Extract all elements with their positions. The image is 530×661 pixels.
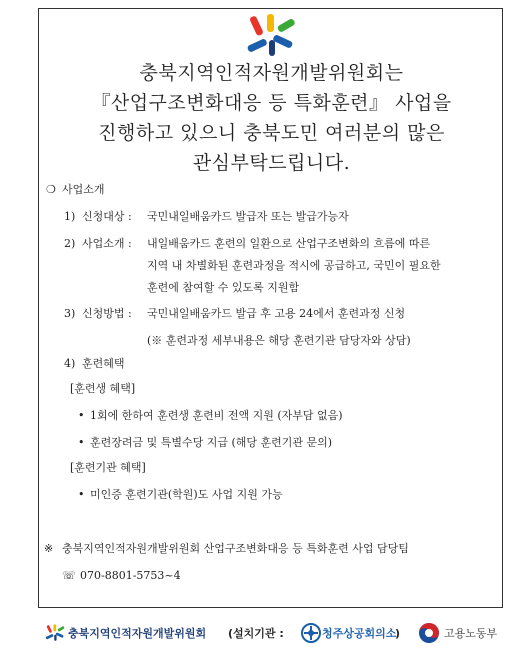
item2-line-1: 내일배움카드 훈련의 일환으로 산업구조변화의 흐름에 따른 (147, 237, 431, 250)
note-mark: ※ (44, 542, 54, 555)
bullet-dot: • (78, 488, 85, 501)
headline-line-1: 충북지역인적자원개발위원회는 (139, 62, 404, 84)
item4-label: 훈련혜택 (82, 357, 125, 370)
bullet-dot: • (78, 436, 85, 449)
item2-number: 2) (64, 237, 76, 250)
headline-line-2: 『산업구조변화대응 등 특화훈련』 사업을 (91, 92, 452, 114)
item2-line-2: 지역 내 차별화된 훈련과정을 적시에 공급하고, 국민이 필요한 (147, 259, 441, 272)
pinwheel-logo-icon (243, 12, 299, 60)
trainee-benefit-1: 1회에 한하여 훈련생 훈련비 전액 지원 (자부담 없음) (90, 409, 343, 422)
institution-benefit-1: 미인증 훈련기관(학원)도 사업 지원 가능 (90, 488, 283, 501)
headline-line-4: 관심부탁드립니다. (192, 152, 351, 174)
item2-line-3: 훈련에 참여할 수 있도록 지원함 (147, 281, 300, 294)
pinwheel-logo-small-icon (44, 622, 66, 644)
item1-label: 신청대상 : (82, 210, 132, 223)
item1-value: 국민내일배움카드 발급자 또는 발급가능자 (147, 210, 349, 223)
institution-benefit-header: [훈련기관 혜택] (70, 461, 146, 474)
footer-close-paren: ) (395, 627, 401, 640)
chamber-logo-icon (300, 622, 322, 644)
item3-note: (※ 훈련과정 세부내용은 해당 훈련기관 담당자와 상담) (147, 334, 411, 347)
item3-label: 신청방법 : (82, 307, 132, 320)
footer-org-name: 충북지역인적자원개발위원회 (68, 627, 207, 640)
section-title: 사업소개 (62, 183, 105, 196)
contact-phone: 070-8801-5753~4 (80, 569, 181, 582)
contact-team: 충북지역인적자원개발위원회 산업구조변화대응 등 특화훈련 사업 담당팀 (62, 542, 409, 555)
headline-line-3: 진행하고 있으니 충북도민 여러분의 많은 (98, 122, 445, 144)
trainee-benefit-2: 훈련장려금 및 특별수당 지급 (해당 훈련기관 문의) (90, 436, 333, 449)
section-bullet: ❍ (46, 183, 56, 196)
footer-host-label: (설치기관 : (228, 627, 284, 640)
footer-ministry-name: 고용노동부 (444, 627, 498, 640)
item3-number: 3) (64, 307, 76, 320)
trainee-benefit-header: [훈련생 혜택] (70, 382, 136, 395)
bullet-dot: • (78, 409, 85, 422)
item1-number: 1) (64, 210, 76, 223)
footer-chamber-name: 청주상공회의소 (322, 627, 397, 640)
ministry-emblem-icon (418, 622, 440, 644)
item3-value: 국민내일배움카드 발급 후 고용 24에서 훈련과정 신청 (147, 307, 406, 320)
item2-label: 사업소개 : (82, 237, 132, 250)
item4-number: 4) (64, 357, 76, 370)
phone-icon: ☏ (62, 569, 76, 582)
